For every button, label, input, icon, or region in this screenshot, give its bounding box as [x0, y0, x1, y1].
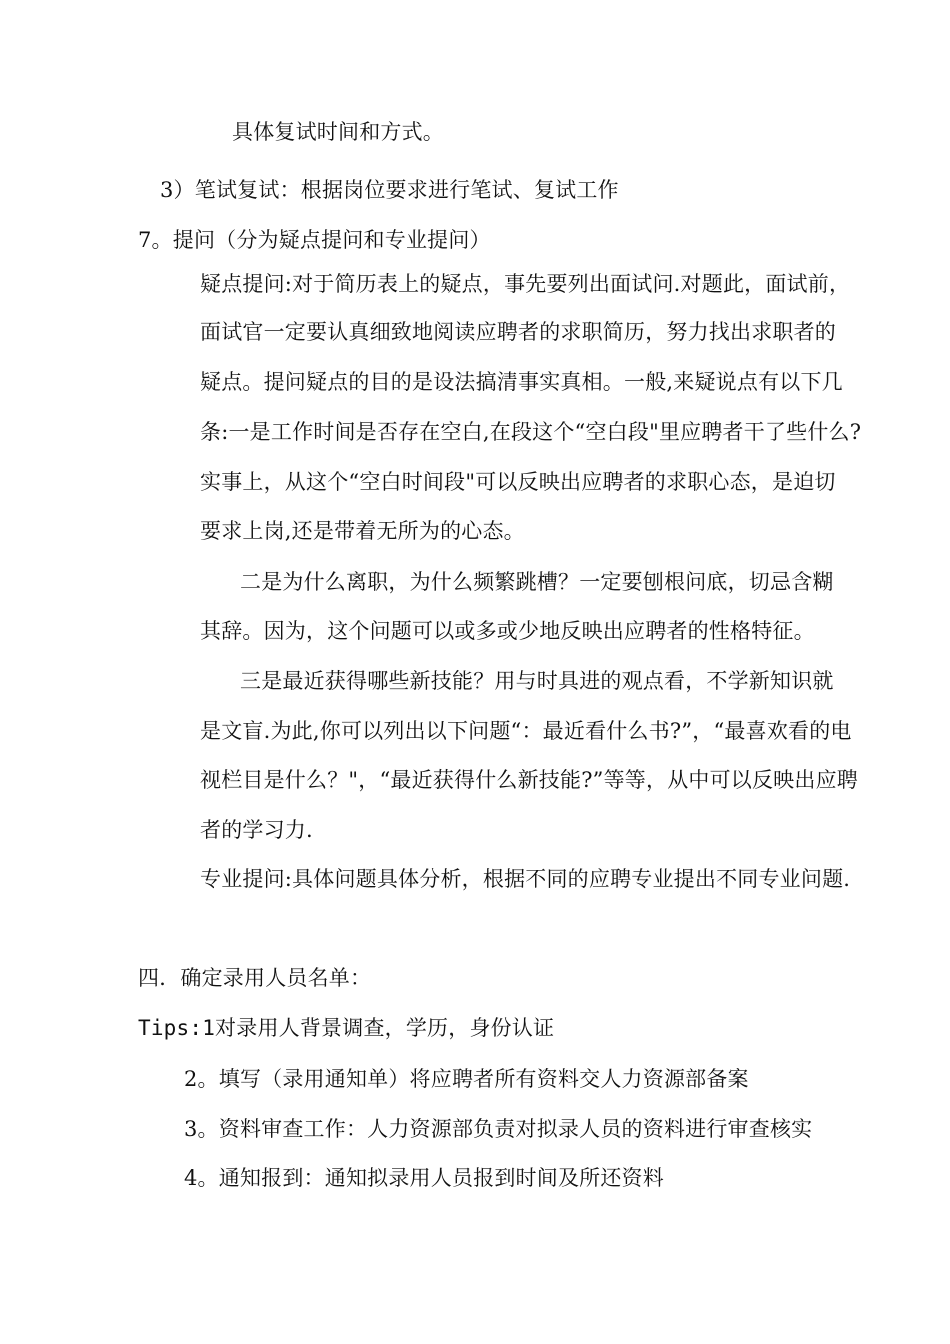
paragraph-line: 其辞。因为，这个问题可以或多或少地反映出应聘者的性格特征。	[200, 619, 815, 643]
section-heading-hiring-list: 四．确定录用人员名单：	[138, 966, 372, 990]
paragraph-line: 三是最近获得哪些新技能？用与时具进的观点看，不学新知识就	[240, 669, 834, 693]
tips-line: Tips:1对录用人背景调查，学历，身份认证	[138, 1016, 555, 1040]
list-item: 2。填写（录用通知单）将应聘者所有资料交人力资源部备案	[184, 1067, 749, 1091]
paragraph-line: 是文盲.为此,你可以列出以下问题“：最近看什么书?”，“最喜欢看的电	[200, 719, 852, 743]
paragraph-line: 者的学习力.	[200, 818, 313, 842]
text-line-written-reexam: 3）笔试复试：根据岗位要求进行笔试、复试工作	[160, 178, 619, 202]
paragraph-line: 专业提问:具体问题具体分析，根据不同的应聘专业提出不同专业问题.	[200, 867, 851, 891]
text-line-reexam-time: 具体复试时间和方式。	[232, 120, 444, 144]
paragraph-line: 实事上，从这个“空白时间段"可以反映出应聘者的求职心态，是迫切	[200, 470, 836, 494]
paragraph-line: 疑点。提问疑点的目的是设法搞清事实真相。一般,来疑说点有以下几	[200, 370, 843, 394]
paragraph-line: 二是为什么离职，为什么频繁跳槽？一定要刨根问底，切忌含糊	[240, 570, 834, 594]
paragraph-line: 要求上岗,还是带着无所为的心态。	[200, 519, 525, 543]
paragraph-line: 条:一是工作时间是否存在空白,在段这个“空白段"里应聘者干了些什么?	[200, 420, 862, 444]
list-item: 4。通知报到：通知拟录用人员报到时间及所还资料	[184, 1166, 664, 1190]
heading-questioning: 7。提问（分为疑点提问和专业提问）	[138, 228, 491, 252]
paragraph-line: 面试官一定要认真细致地阅读应聘者的求职简历，努力找出求职者的	[200, 320, 836, 344]
list-item: 3。资料审查工作：人力资源部负责对拟录人员的资料进行审查核实	[184, 1117, 813, 1141]
paragraph-line: 疑点提问:对于简历表上的疑点，事先要列出面试问.对题此，面试前，	[200, 272, 851, 296]
paragraph-line: 视栏目是什么？"，“最近获得什么新技能?”等等，从中可以反映出应聘	[200, 768, 858, 792]
